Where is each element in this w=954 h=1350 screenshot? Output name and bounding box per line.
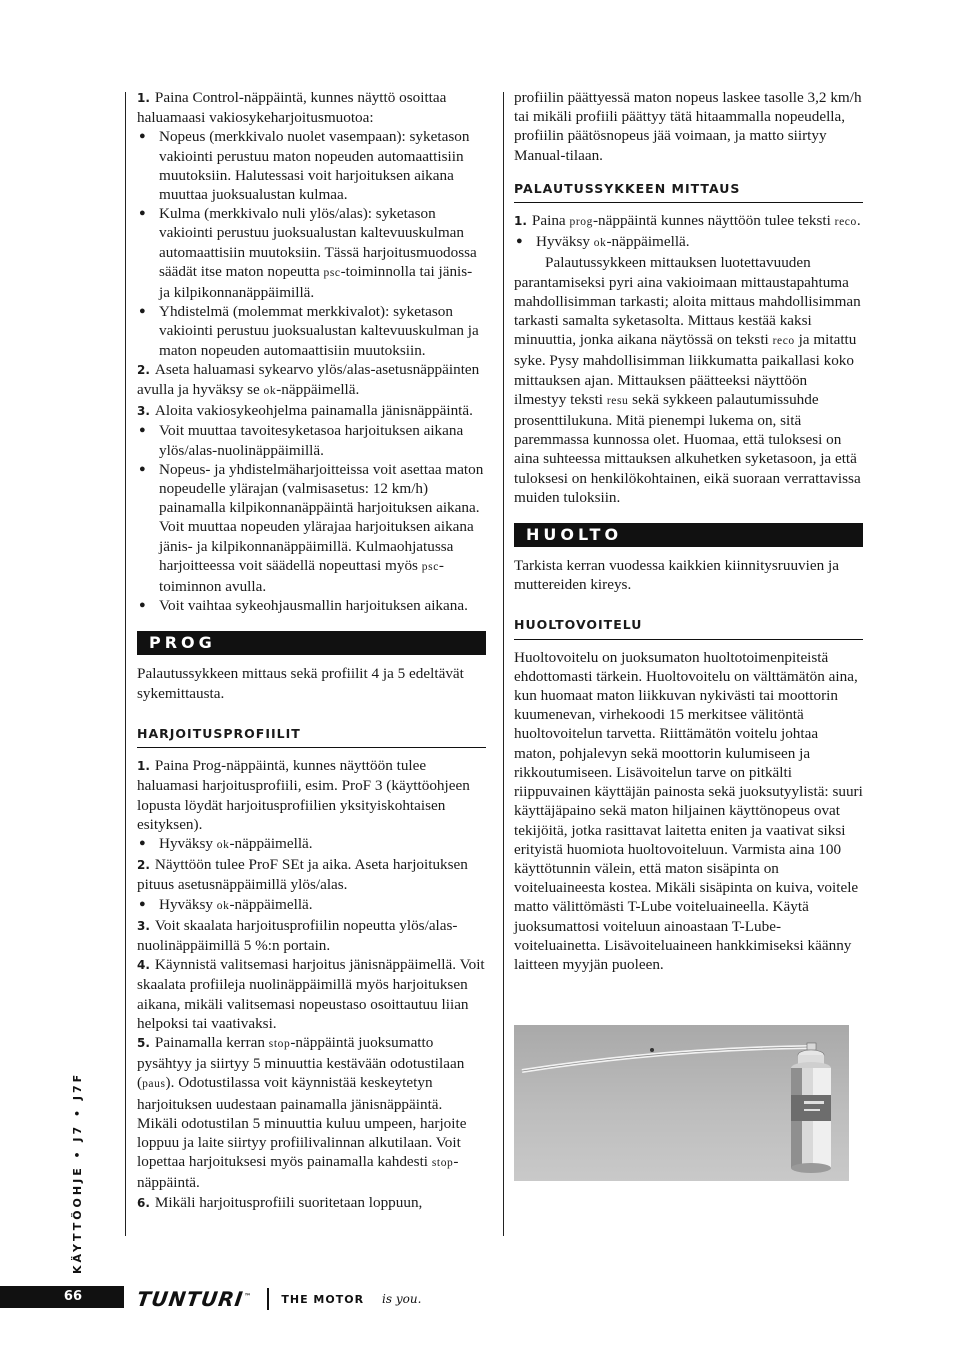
right-column (514, 88, 863, 974)
side-label: KÄYTTÖOHJE • J7 • J7F (71, 1071, 84, 1274)
profile-step-6: 6. Mikäli harjoitusprofiili suoritetaan loppuun, (137, 1193, 423, 1211)
bullet-combined: ● Yhdistelmä (molemmat merkkivalot): syketason vakiointi perustuu juoksualustan kaltevuuskulman ja maton nopeuden automaattisiin muutoksiin. (137, 302, 486, 360)
step-2: 2. Aseta haluamasi sykearvo ylös/alas-asetusnäppäinten avulla ja hyväksy se ok-näppäimellä. (137, 360, 480, 399)
tagline-part-1: THE MOTOR (281, 1292, 365, 1306)
profile-bullet-accept-2: ● Hyväksy ok-näppäimellä. (137, 895, 486, 916)
bullet-change-model: ● Voit vaihtaa sykeohjausmallin harjoituksen aikana. (137, 596, 486, 615)
huoltovoitelu-heading: HUOLTOVOITELU (514, 615, 863, 639)
page-number: 66 (0, 1286, 124, 1308)
palautussykkeen-mittaus-heading: PALAUTUSSYKKEEN MITTAUS (514, 179, 863, 203)
recovery-paragraph: Palautussykkeen mittauksen luotettavuuden parantamiseksi pyri aina vakioimaan mittaustapahtuma mahdollisimman tarkasti; aloita mittaus mahdollisimman tarkasti samalta syketasolta. Mittaus kestää kaksi minuuttia, jonka aikana näytössä on teksti reco ja mitattu syke. Pysy mahdollisimman liikkumatta paikallasi koko mittauksen ajan. Mittauksen päätteeksi näyttöön ilmestyy teksti resu sekä sykkeen palautumissuhde prosenttilukuna. Mitä pienempi lukema on, sitä paremmassa kunnossa olet. Huomaa, että tuloksesi on aina suhteessa mittauksen alkuhetken syketasoon, ja että tuloksesi on henkilökohtainen, eikä suoraan verrattavissa muiden tuloksiin. (514, 254, 861, 506)
left-column-rule (125, 92, 126, 1236)
footer-divider (267, 1288, 269, 1310)
brand-logo: TUNTURI™ (135, 1287, 253, 1311)
bullet-angle: ● Kulma (merkkivalo nuli ylös/alas): syketason vakiointi perustuu juoksualustan kaltevuuskulman automaattisiin muutoksiin. Tässä harjoitusmuodossa säädät itse maton nopeutta psc-toiminnolla tai jänis- ja kilpikonnanäppäimillä. (137, 204, 486, 302)
prog-heading: PROG (137, 631, 486, 655)
recovery-step-1: 1. Paina prog-näppäintä kunnes näyttöön tulee teksti reco. (514, 212, 861, 230)
bullet-target-hr: ● Voit muuttaa tavoitesyketasoa harjoituksen aikana ylös/alas-nuolinäppäimillä. (137, 421, 486, 459)
bullet-speed-limit: ● Nopeus- ja yhdistelmäharjoitteissa voit asettaa maton nopeudelle ylärajan (valmisasetus: 12 km/h) painamalla kilpikonnanäppäintä harjoituksen aikana. Voit muuttaa nopeuden ylärajaa harjoituksen aikana jänis- ja kilpikonnanäppäimillä. Kulmaohjatussa harjoitteessa voit säädellä nopeuttasi myös psc-toiminnon avulla. (137, 460, 486, 596)
profile-step-1: 1. Paina Prog-näppäintä, kunnes näyttöön tulee haluamasi harjoitusprofiili, esim. ProF 3 (käyttöohjeen lopusta löydät harjoitusprofiilien yksityiskohtaisen esityksen). (137, 757, 470, 833)
huolto-text: Tarkista kerran vuodessa kaikkien kiinnitysruuvien ja muttereiden kireys. (514, 557, 839, 594)
profile-bullet-accept-1: ● Hyväksy ok-näppäimellä. (137, 834, 486, 855)
profile-step-2: 2. Näyttöön tulee ProF SEt ja aika. Aseta harjoituksen pituus asetusnäppäimillä ylös/alas. (137, 856, 468, 894)
tagline-part-2: is you. (382, 1292, 422, 1306)
prog-intro: Palautussykkeen mittaus sekä profiilit 4 ja 5 edeltävät sykemittausta. (137, 665, 464, 702)
profile-step-4: 4. Käynnistä valitsemasi harjoitus jänisnäppäimellä. Voit skaalata profiileja nuolinäppäimillä myös harjoituksen aikana, mikäli valitsemasi nopeustaso osoittautuu liian helpoksi tai vaativaksi. (137, 956, 485, 1032)
recovery-bullet-accept: ● Hyväksy ok-näppäimellä. (514, 232, 863, 253)
step-1: 1. Paina Control-näppäintä, kunnes näyttö osoittaa haluamaasi vakiosykeharjoitusmuotoa: (137, 89, 447, 127)
step-3: 3. Aloita vakiosykeohjelma painamalla jänisnäppäintä. (137, 402, 473, 420)
footer (137, 1286, 421, 1312)
harjoitusprofiilit-heading: HARJOITUSPROFIILIT (137, 724, 486, 748)
lubricant-spray-can-photo (514, 1025, 849, 1181)
center-column-rule (503, 92, 504, 1236)
spray-can-icon (514, 1025, 849, 1181)
profile-step-5: 5. Painamalla kerran stop-näppäintä juoksumatto pysähtyy ja siirtyy 5 minuuttia kestävään odotustilaan (paus). Odotustilassa voit käynnistää keskeytetyn harjoituksen uudestaan painamalla jänisnäppäintä. Mikäli odotustilan 5 minuuttia kuluu umpeen, harjoite loppuu ja laite siirtyy profiilivalinnan alkutilaan. Voit lopettaa harjoituksesi myös painamalla kahdesti stop-näppäintä. (137, 1033, 467, 1192)
left-column (137, 88, 486, 1213)
profile-step-6-continued: profiilin päättyessä maton nopeus laskee tasolle 3,2 km/h tai mikäli profiili päättyy tätä hitaammalla nopeudella, profiilin päätösnopeus jää voimaan, ja matto siirtyy Manual-tilaan. (514, 89, 862, 164)
huoltovoitelu-text: Huoltovoitelu on juoksumaton huoltotoimenpiteistä ehdottomasti tärkein. Huoltovoitelu on välttämätön aina, kun huomaat maton liikkuvan nykivästi tai moottorin kuumenevan, virhekoodi 15 merkitsee välitöntä huoltovoitelun tarvetta. Riittämätön voitelu johtaa maton, pohjalevyn sekä moottorin kulumiseen ja rikkoutumiseen. Lisävoitelun tarve on pitkälti riippuvainen käyttäjän painosta sekä juoksutyylistä: suuri käyttäjäpaino sekä maton hiljainen käyttönopeus ovat tekijöitä, jotka rasittavat laitetta eniten ja vaativat siksi erityistä huomiota huoltovoiteluun. Varmista aina 100 käyttötunnin välein, että maton sisäpinta on voiteluaineesta kostea. Mikäli sisäpinta on kuiva, voitele matto välittömästi T-Lube voiteluaineella. Käytä juoksumattosi voiteluun ainoastaan T-Lube-voiteluainetta. Lisävoiteluaineen hankkimiseksi käänny laitteen myyjän puoleen. (514, 648, 863, 973)
bullet-speed: ● Nopeus (merkkivalo nuolet vasempaan): syketason vakiointi perustuu maton nopeuden automaattisiin muutoksiin. Halutessasi voit harjoituksen aikana muuttaa juoksualustan kulmaa. (137, 127, 486, 204)
profile-step-3: 3. Voit skaalata harjoitusprofiilin nopeutta ylös/alas-nuolinäppäimillä 5 %:n portain. (137, 916, 458, 954)
huolto-heading: HUOLTO (514, 523, 863, 547)
